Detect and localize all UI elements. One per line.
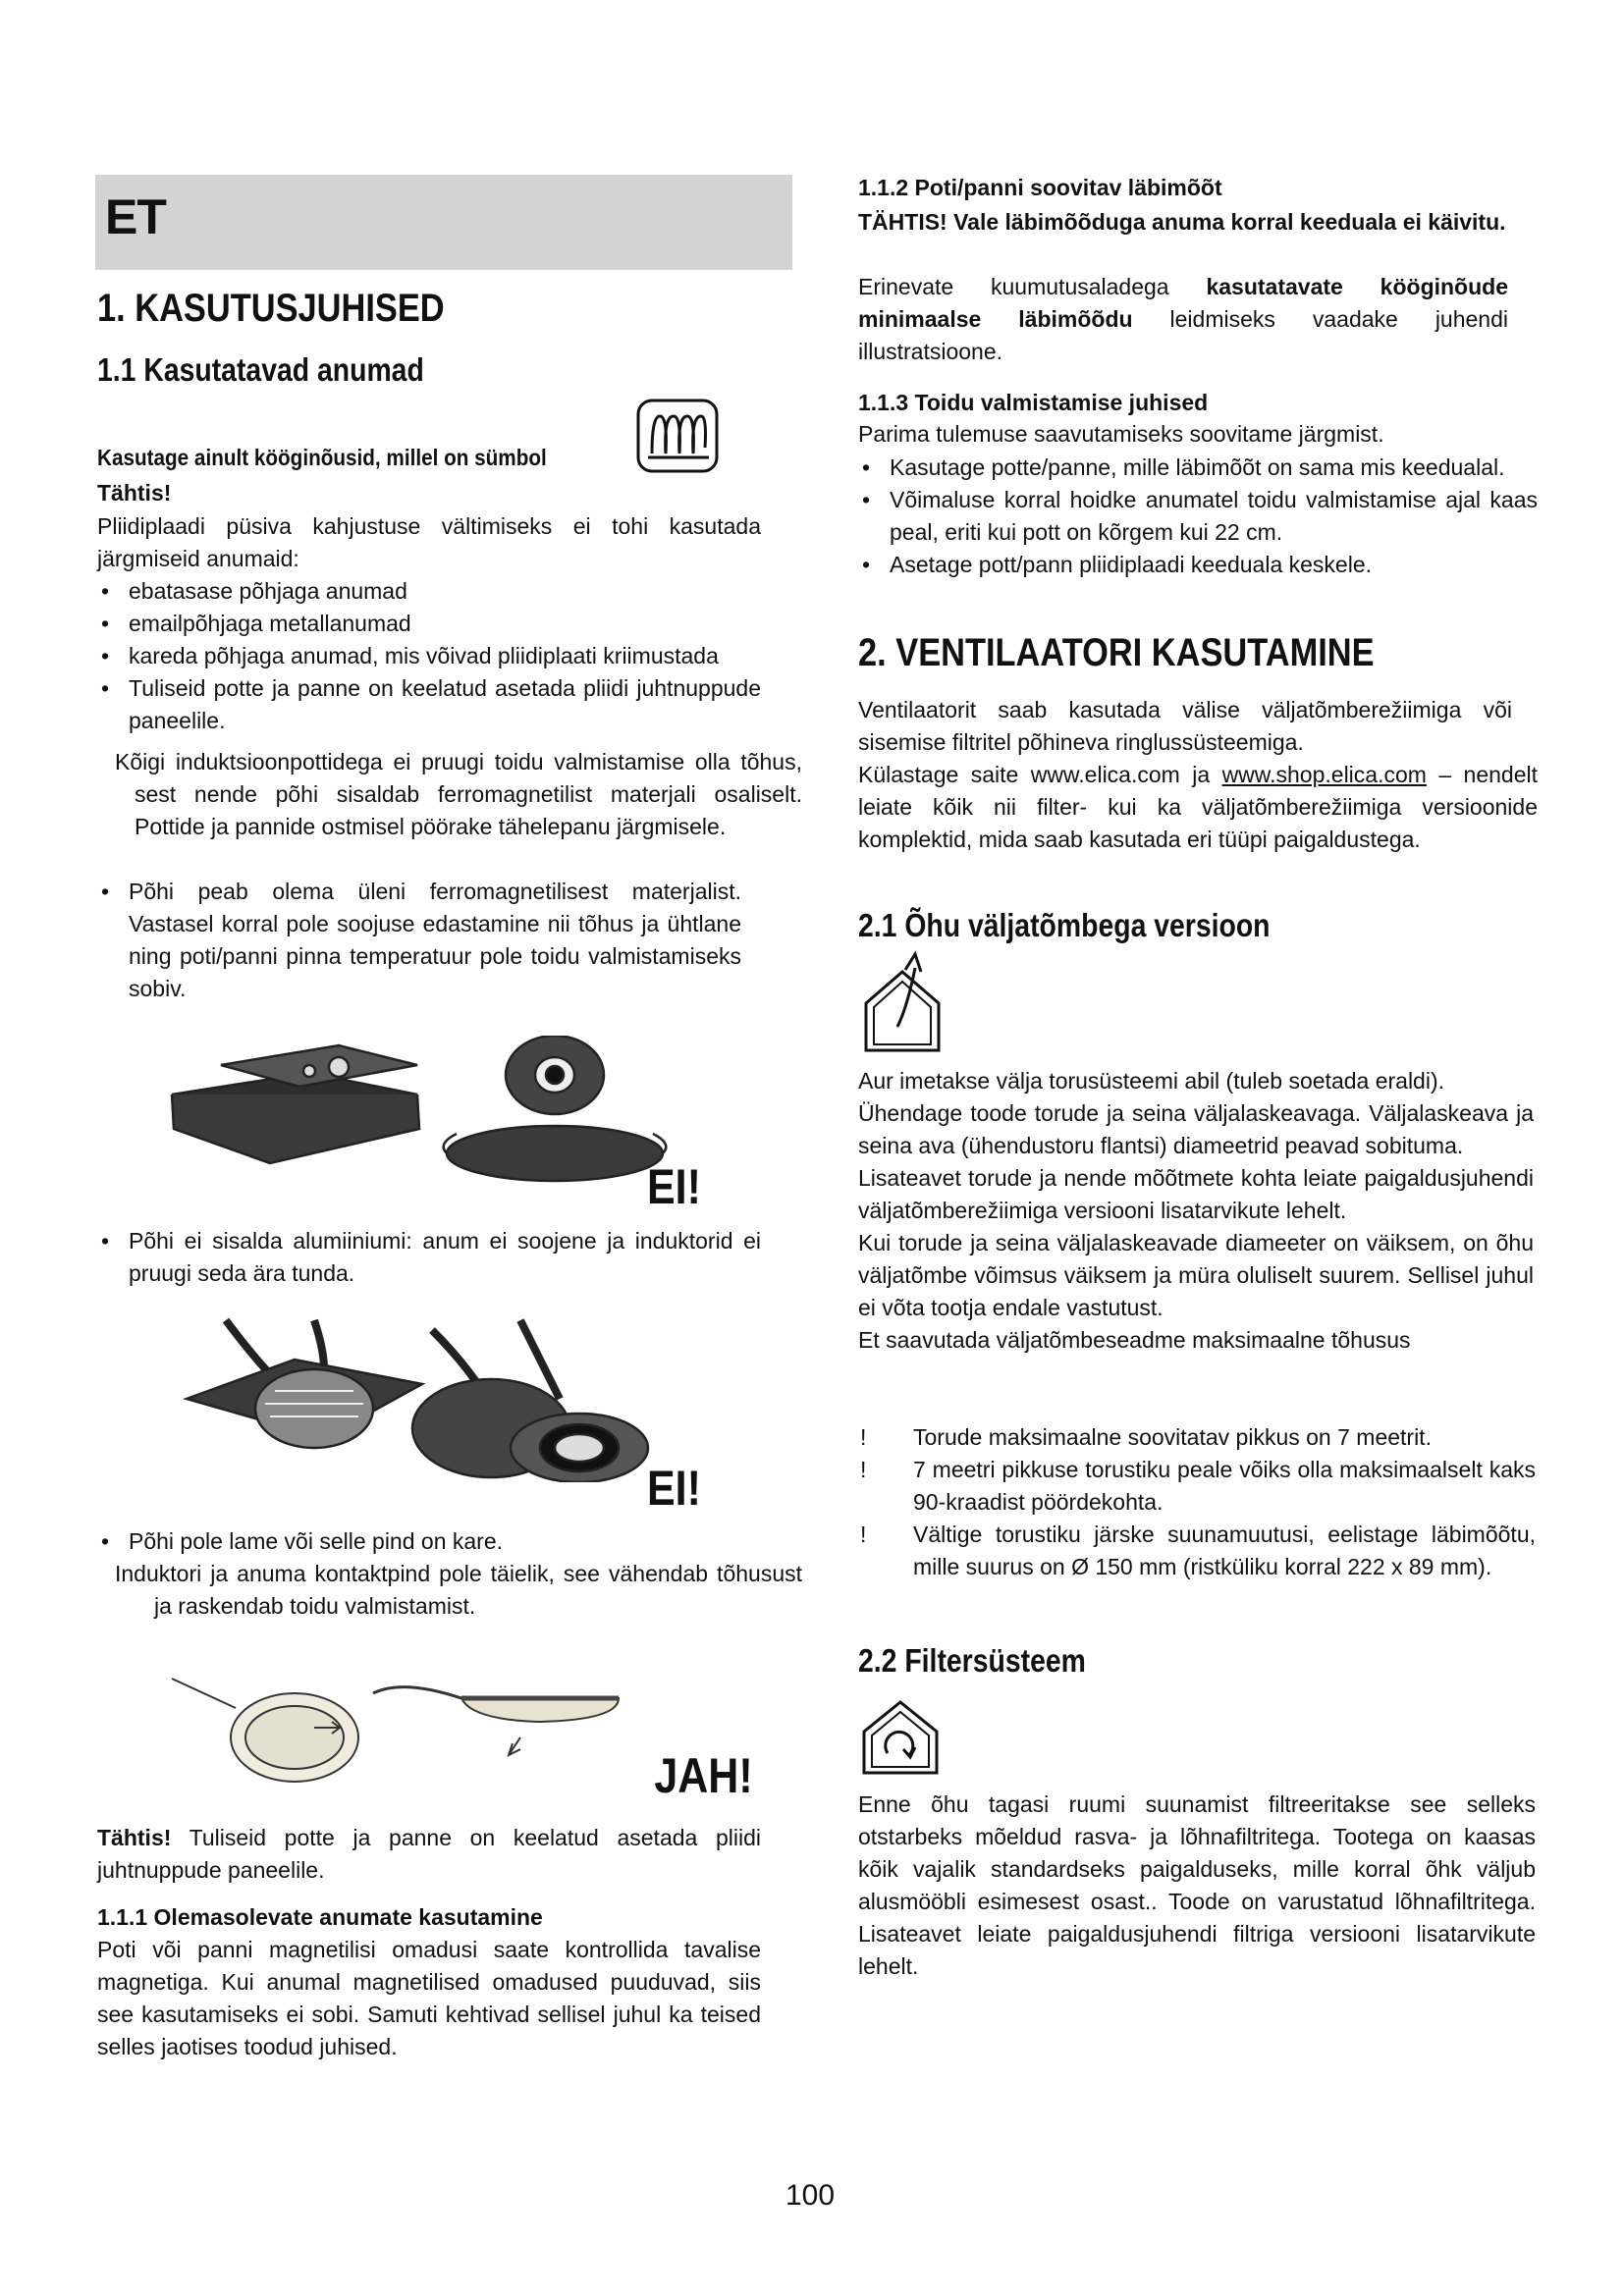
visit-text	[858, 759, 1538, 856]
language-header-bar	[95, 175, 792, 270]
alu-list	[93, 1225, 761, 1290]
avoid-list	[93, 575, 761, 737]
exhaust-text	[858, 1065, 1534, 1357]
shop-elica-link[interactable]: www.shop.elica.com	[1221, 762, 1427, 787]
filter-text: Enne õhu tagasi ruumi suunamist filtreeritakse see selleks otstarbeks mõeldud rasva- ja lõhnafiltritega. Tootega on kaasas kõik vajalik standardseks paigalduseks, mille korral õhk väljub alusmööbli esimesest osast.. Toode on varustatud lõhnafiltritega. Lisateavet leiate paigaldusjuhendi filtriga versiooni lisatarvikute lehelt.	[858, 1791, 1536, 1979]
exhaust-line: Ühendage toode torude ja seina väljalaskeavaga. Väljalaskeava ja seina ava (ühendustoru flantsi) diameetrid peavad sobituma.	[858, 1100, 1534, 1158]
list-item: • Tuliseid potte ja panne on keelatud asetada pliidi juhtnuppude paneelile.	[93, 672, 761, 737]
visit-pre: Külastage saite www.elica.com ja	[858, 762, 1211, 787]
exhaust-requirements	[858, 1421, 1536, 1583]
existing-text: Poti või panni magnetilisi omadusi saate kontrollida tavalise magnetiga. Kui anumal magnetilised omadused puuduvad, siis see kasutamiseks ei sobi. Samuti kehtivad sellisel juhul ka teised selles jaotises toodud juhised.	[97, 1937, 761, 2059]
heading-existing-vessels: 1.1.1 Olemasolevate anumate kasutamine	[97, 1904, 543, 1930]
heading-exhaust-version: 2.1 Õhu väljatõmbega versioon	[858, 907, 1271, 943]
diameter-text-pre: Erinevate kuumutusaladega	[858, 274, 1169, 299]
visit-post: – nendelt leiate kõik nii filter- kui ka väljatõmberežiimiga versioonide komplektid, mida saab kasutada eri tüüpi paigaldustega.	[858, 762, 1539, 852]
diameter-text	[858, 271, 1508, 368]
exhaust-line: Lisateavet torude ja nende mõõtmete kohta leiate paigaldusjuhendi väljatõmberežiimiga versiooni lisatarvikute lehelt.	[858, 1165, 1534, 1223]
list-item: ! Vältige torustiku järske suunamuutusi, eelistage läbimõõtu, mille suurus on Ø 150 mm (ristküliku korral 222 x 89 mm).	[858, 1519, 1536, 1583]
list-item: • Kasutage potte/panne, mille läbimõõt on sama mis keedualal.	[854, 452, 1538, 484]
fan-intro: Ventilaatorit saab kasutada välise väljatõmberežiimiga või sisemise filtritel põhineva ringlussüsteemiga.	[858, 697, 1512, 755]
heading-usable-vessels: 1.1 Kasutatavad anumad	[97, 351, 424, 388]
exhaust-house-icon	[858, 948, 947, 1054]
exhaust-line: Aur imetakse välja torusüsteemi abil (tuleb soetada eraldi).	[858, 1068, 1445, 1094]
induction-note: Kõigi induktsioonpottidega ei pruugi toidu valmistamise olla tõhus, sest nende põhi sisaldab ferromagnetilist materjali osaliselt. Pottide ja pannide ostmisel pöörake tähelepanu järgmisele.	[115, 749, 802, 839]
hot-warning	[97, 1822, 761, 1887]
list-item: • Põhi ei sisalda alumiiniumi: anum ei soojene ja induktorid ei pruugi seda ära tunda.	[93, 1225, 761, 1290]
flat-note: Induktori ja anuma kontaktpind pole täielik, see vähendab tõhusust ja raskendab toidu valmistamist.	[115, 1561, 802, 1619]
list-item: • Põhi pole lame või selle pind on kare.	[93, 1525, 761, 1558]
language-tag: ET	[105, 189, 166, 244]
verdict-no-2: EI!	[646, 1461, 701, 1516]
list-item: ! Torude maksimaalne soovitatav pikkus on 7 meetrit.	[858, 1421, 1536, 1454]
induction-coil-icon	[634, 397, 723, 477]
exhaust-line: Et saavutada väljatõmbeseadme maksimaalne tõhusus	[858, 1327, 1411, 1353]
symbol-line: Kasutage ainult kööginõusid, millel on sümbol	[97, 445, 547, 470]
ferro-list	[93, 876, 741, 1005]
diameter-text-post: leidmiseks vaadake juhendi illustratsioone.	[858, 306, 1508, 364]
section-title-usage: 1. KASUTUSJUHISED	[97, 287, 445, 330]
flat-list	[93, 1525, 761, 1558]
heading-recommended-diameter: 1.1.2 Poti/panni soovitav läbimõõt	[858, 175, 1222, 200]
list-item: • Asetage pott/pann pliidiplaadi keeduala keskele.	[854, 549, 1538, 581]
list-item: • Põhi peab olema üleni ferromagnetilisest materjalist. Vastasel korral pole soojuse edastamine nii tõhus ja ühtlane ning poti/panni pinna temperatuur pole toidu valmistamiseks sobiv.	[93, 876, 741, 1005]
list-item: ! 7 meetri pikkuse torustiku peale võiks olla maksimaalselt kaks 90-kraadist pöördekohta.	[858, 1454, 1536, 1519]
verdict-no-1: EI!	[646, 1159, 701, 1214]
verdict-yes: JAH!	[654, 1748, 753, 1803]
cooking-intro: Parima tulemuse saavutamiseks soovitame järgmist.	[858, 421, 1384, 447]
cooking-list	[854, 452, 1538, 581]
section-title-fan: 2. VENTILAATORI KASUTAMINE	[858, 631, 1375, 674]
hot-warning-text: Tuliseid potte ja panne on keelatud asetada pliidi juhtnuppude paneelile.	[97, 1825, 761, 1883]
filter-house-icon	[858, 1698, 943, 1777]
heading-filter-system: 2.2 Filtersüsteem	[858, 1642, 1086, 1679]
list-item: • Võimaluse korral hoidke anumatel toidu valmistamise ajal kaas peal, eriti kui pott on kõrgem kui 22 cm.	[854, 484, 1538, 549]
important-label: Tähtis!	[97, 480, 172, 506]
diameter-warning: TÄHTIS! Vale läbimõõduga anuma korral keeduala ei käivitu.	[858, 209, 1506, 235]
pans-illustration-not-suitable	[162, 1036, 673, 1202]
flat-pan-illustration-suitable	[167, 1649, 658, 1796]
heading-cooking-instructions: 1.1.3 Toidu valmistamise juhised	[858, 390, 1209, 415]
diameter-text-bold: kasutatavate kööginõude minimaalse läbimõõdu	[858, 274, 1508, 332]
page-number: 100	[785, 2179, 836, 2212]
intro-text: Pliidiplaadi püsiva kahjustuse vältimiseks ei tohi kasutada järgmiseid anumaid:	[97, 513, 761, 571]
list-item: • emailpõhjaga metallanumad	[93, 608, 761, 640]
grill-pans-illustration-not-suitable	[167, 1310, 658, 1482]
list-item: • kareda põhjaga anumad, mis võivad pliidiplaati kriimustada	[93, 640, 761, 672]
list-item: • ebatasase põhjaga anumad	[93, 575, 761, 608]
hot-warning-label: Tähtis!	[97, 1825, 172, 1850]
exhaust-line: Kui torude ja seina väljalaskeavade diameeter on väiksem, on õhu väljatõmbe võimsus väiksem ja müra oluliselt suurem. Sellisel juhul ei võta tootja endale vastutust.	[858, 1230, 1534, 1320]
